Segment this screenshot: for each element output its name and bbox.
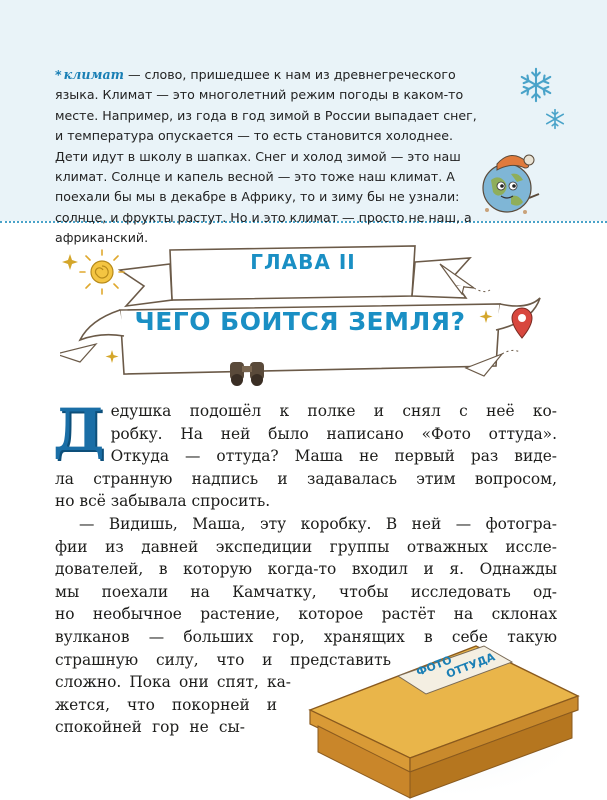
text-line: едушка подошёл к полке и снял с неё ко- xyxy=(110,402,557,420)
snowflake-icon xyxy=(517,66,555,104)
definition-body: — слово, пришедшее к нам из древнегреческого языка. Климат — это многолетний режим погоды в каком-то месте. Например, из года в год зимой в России выпадает снег, и температура опускается — то есть становится холоднее. Дети идут в школу в шапках. Снег и холод зимой — это наш климат. Солнце и капель весной — это тоже наш климат. А поехали бы мы в декабре в Африку, то и зиму бы не узнали: солнце, и фрукты растут. Но и это климат — просто не наш, а африканский. xyxy=(55,67,477,246)
photo-box-illustration xyxy=(300,640,585,800)
text-line: ла странную надпись и задавалась этим вопросом, xyxy=(55,469,557,488)
chapter-title: ЧЕГО БОИТСЯ ЗЕМЛЯ? xyxy=(134,307,466,336)
term-marker-icon: * xyxy=(55,67,62,82)
text-line: спокойней гор не сы- xyxy=(55,718,245,737)
text-line: Откуда — оттуда? Маша не первый раз виде- xyxy=(110,447,557,466)
text-line: фии из давней экспедиции группы отважных иссле- xyxy=(55,537,557,556)
text-line: сложно. Пока они спят, ка- xyxy=(55,673,291,692)
box-label-top: ФОТО xyxy=(414,653,454,679)
definition-text xyxy=(55,65,485,249)
paragraph-1 xyxy=(53,396,557,513)
text-line: вулканов — больших гор, хранящих в себе такую xyxy=(55,627,557,646)
text-line: — Видишь, Маша, эту коробку. В ней — фотогра- xyxy=(79,514,557,533)
text-line: страшную силу, что и представить xyxy=(55,650,391,669)
chapter-number: ГЛАВА II xyxy=(250,250,356,274)
small-snowflake-icon xyxy=(544,108,566,130)
text-line: жется, что покорней и xyxy=(55,695,277,714)
text-line: дователей, в которую когда-то входил и я. Однажды xyxy=(55,560,557,579)
globe-character-icon xyxy=(475,148,545,218)
text-line: но всё забывала спросить. xyxy=(55,492,271,511)
text-line: но необычное растение, которое растёт на склонах xyxy=(55,605,557,624)
box-label-bottom: ОТТУДА xyxy=(444,650,497,681)
text-line: робку. На ней было написано «Фото оттуда». xyxy=(110,424,557,443)
map-pin-icon xyxy=(512,308,532,338)
text-line: мы поехали на Камчатку, чтобы исследовать од- xyxy=(55,582,557,601)
definition-term: климат xyxy=(63,67,124,82)
drop-cap: Д xyxy=(53,396,105,464)
sun-icon xyxy=(80,250,124,294)
